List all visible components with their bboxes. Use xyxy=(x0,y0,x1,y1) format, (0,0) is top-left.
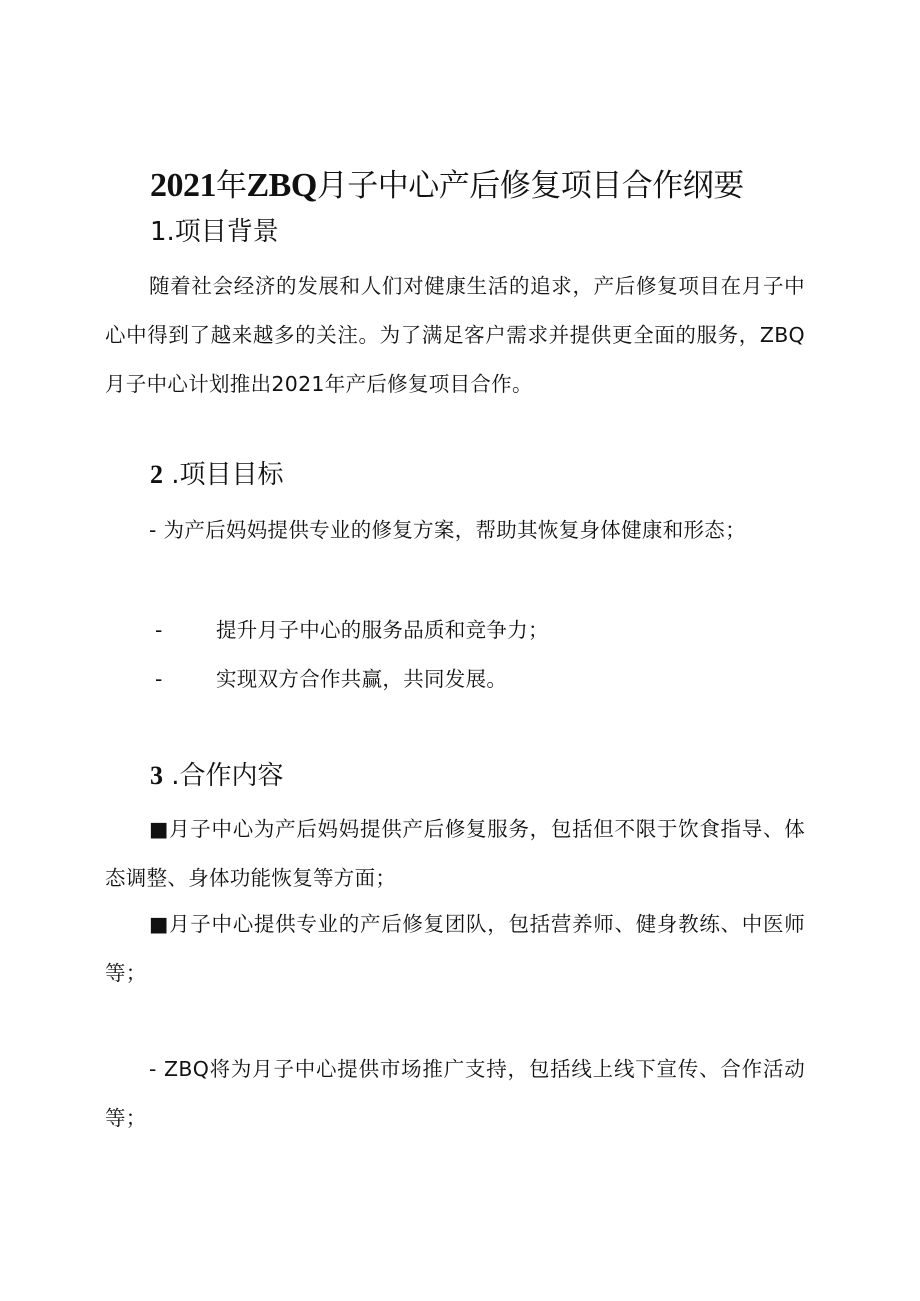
goal-item-3-text: 实现双方合作共赢，共同发展。 xyxy=(216,667,508,691)
section-heading-goals xyxy=(150,457,284,493)
content-item-1: ■月子中心为产后妈妈提供产后修复服务，包括但不限于饮食指导、体态调整、身体功能恢复等方面； xyxy=(105,817,805,890)
section-heading-content xyxy=(150,758,284,794)
title-year: 2021 xyxy=(150,167,216,204)
section-number: 3 xyxy=(150,761,163,790)
title-rest: 月子中心产后修复项目合作纲要 xyxy=(316,168,744,204)
title-brand: ZBQ xyxy=(246,167,317,204)
goal-item-1: - 为产后妈妈提供专业的修复方案，帮助其恢复身体健康和形态； xyxy=(149,518,746,542)
goal-item-2-dash: - xyxy=(155,618,163,642)
content-item-2: ■月子中心提供专业的产后修复团队，包括营养师、健身教练、中医师等； xyxy=(105,912,805,985)
section-title: .合作内容 xyxy=(171,761,284,791)
background-paragraph: 随着社会经济的发展和人们对健康生活的追求，产后修复项目在月子中心中得到了越来越多的关注。为了满足客户需求并提供更全面的服务，ZBQ月子中心计划推出2021年产后修复项目合作。 xyxy=(105,274,805,396)
section-heading-background: 1.项目背景 xyxy=(150,217,279,247)
section-number: 2 xyxy=(150,460,163,489)
section-title: .项目目标 xyxy=(171,460,284,490)
content-item-3: - ZBQ将为月子中心提供市场推广支持，包括线上线下宣传、合作活动等； xyxy=(105,1057,805,1130)
document-title xyxy=(150,164,744,208)
goal-item-2-text: 提升月子中心的服务品质和竞争力； xyxy=(216,618,549,642)
goal-item-3-dash: - xyxy=(155,667,163,691)
title-year-unit: 年 xyxy=(216,168,247,204)
